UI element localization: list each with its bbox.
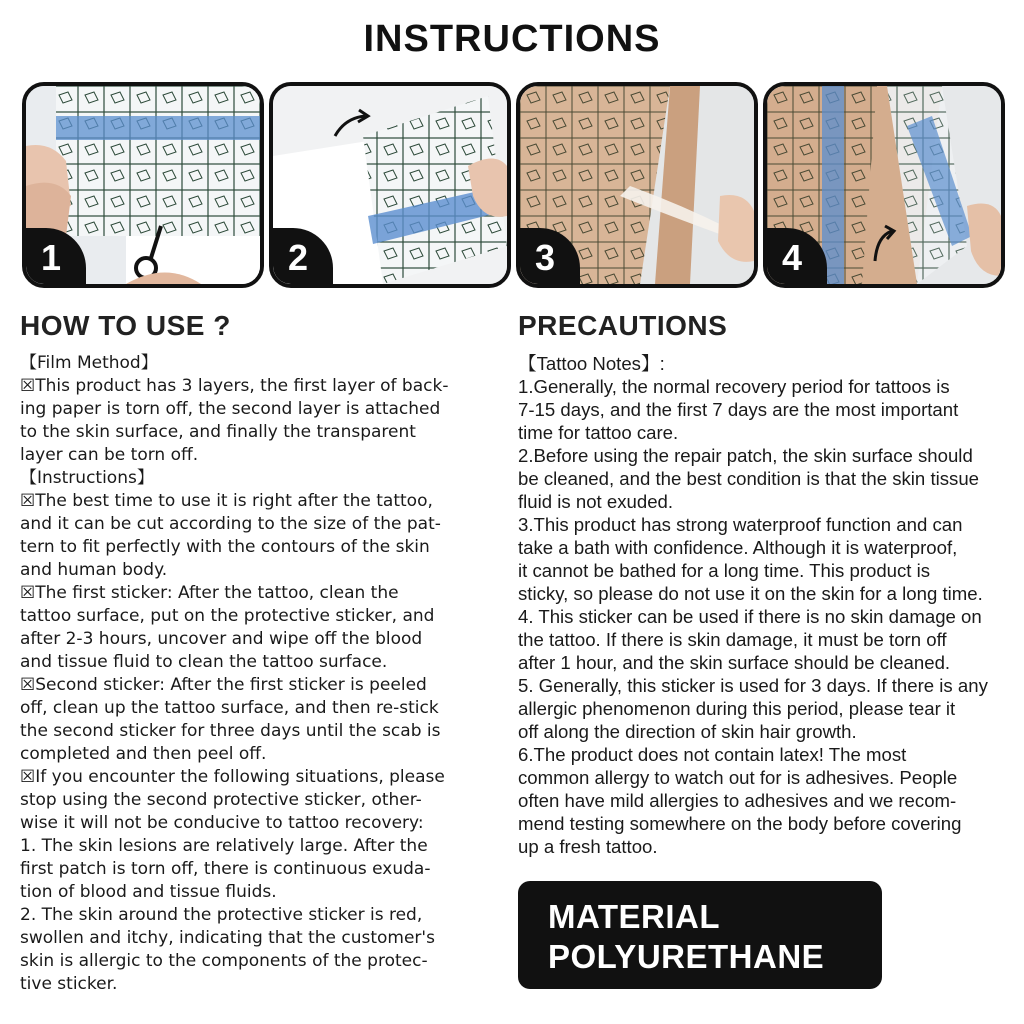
text-line: wise it will not be conducive to tattoo recovery: [20, 813, 424, 833]
text-line: 【Tattoo Notes】: [518, 353, 665, 374]
text-line: 【Instructions】 [20, 468, 154, 488]
step-number-badge: 2 [269, 228, 333, 288]
step-1-panel [22, 82, 264, 288]
material-box [518, 881, 882, 989]
text-line: off, clean up the tattoo surface, and then re-stick [20, 698, 439, 718]
text-line: tattoo surface, put on the protective sticker, and [20, 606, 435, 626]
text-line: 3.This product has strong waterproof function and can [518, 514, 963, 535]
text-line: completed and then peel off. [20, 744, 267, 764]
text-line: mend testing somewhere on the body before covering [518, 813, 962, 834]
text-line: ☒Second sticker: After the first sticker is peeled [20, 675, 427, 695]
page-title: INSTRUCTIONS [363, 18, 661, 60]
text-line: 4. This sticker can be used if there is no skin damage on [518, 606, 982, 627]
text-line: after 2-3 hours, uncover and wipe off the blood [20, 629, 423, 649]
text-line: and tissue fluid to clean the tattoo surface. [20, 652, 388, 672]
step-number-badge: 3 [516, 228, 580, 288]
text-line: up a fresh tattoo. [518, 836, 658, 857]
step-4-panel [763, 82, 1005, 288]
text-line: tern to fit perfectly with the contours of the skin [20, 537, 430, 557]
text-line: skin is allergic to the components of the protec- [20, 951, 428, 971]
text-line: the second sticker for three days until the scab is [20, 721, 441, 741]
text-line: take a bath with confidence. Although it is waterproof, [518, 537, 958, 558]
text-line: and human body. [20, 560, 168, 580]
text-line: swollen and itchy, indicating that the customer's [20, 928, 435, 948]
text-line: 1.Generally, the normal recovery period for tattoos is [518, 376, 950, 397]
text-line: be cleaned, and the best condition is that the skin tissue [518, 468, 980, 489]
text-line: 2. The skin around the protective sticker is red, [20, 905, 423, 925]
text-line: ☒This product has 3 layers, the first layer of back- [20, 376, 449, 396]
material-value: POLYURETHANE [548, 938, 825, 975]
text-line: to the skin surface, and finally the transparent [20, 422, 416, 442]
text-line: 7-15 days, and the first 7 days are the most important [518, 399, 959, 420]
text-line: sticky, so please do not use it on the skin for a long time. [518, 583, 983, 604]
text-line: allergic phenomenon during this period, please tear it [518, 698, 956, 719]
text-line: 6.The product does not contain latex! The most [518, 744, 907, 765]
text-line: ☒The first sticker: After the tattoo, clean the [20, 583, 399, 603]
text-line: ☒If you encounter the following situations, please [20, 767, 445, 787]
step-3-panel [516, 82, 758, 288]
text-line: ☒The best time to use it is right after the tattoo, [20, 491, 433, 511]
text-line: 1. The skin lesions are relatively large. After the [20, 836, 428, 856]
text-line: first patch is torn off, there is continuous exuda- [20, 859, 431, 879]
text-line: fluid is not exuded. [518, 491, 674, 512]
text-line: it cannot be bathed for a long time. This product is [518, 560, 931, 581]
step-number-badge: 4 [763, 228, 827, 288]
text-line: 【Film Method】 [20, 353, 158, 373]
text-line: 2.Before using the repair patch, the skin surface should [518, 445, 973, 466]
step-2-panel [269, 82, 511, 288]
material-label: MATERIAL [548, 898, 721, 935]
text-line: layer can be torn off. [20, 445, 199, 465]
text-line: tive sticker. [20, 974, 118, 994]
text-line: 5. Generally, this sticker is used for 3 days. If there is any [518, 675, 988, 696]
text-line: ing paper is torn off, the second layer is attached [20, 399, 441, 419]
text-line: stop using the second protective sticker, other- [20, 790, 422, 810]
precautions-heading: PRECAUTIONS [518, 310, 728, 341]
how-to-use-text [20, 352, 504, 996]
text-line: the tattoo. If there is skin damage, it must be torn off [518, 629, 947, 650]
text-line: time for tattoo care. [518, 422, 679, 443]
precautions-text [518, 352, 1008, 858]
how-to-use-heading: HOW TO USE ? [20, 310, 231, 341]
text-line: off along the direction of skin hair growth. [518, 721, 857, 742]
step-number-badge: 1 [22, 228, 86, 288]
text-line: common allergy to watch out for is adhesives. People [518, 767, 958, 788]
text-line: tion of blood and tissue fluids. [20, 882, 277, 902]
text-line: often have mild allergies to adhesives and we recom- [518, 790, 957, 811]
step-panels [22, 82, 1002, 284]
text-line: after 1 hour, and the skin surface should be cleaned. [518, 652, 951, 673]
text-line: and it can be cut according to the size of the pat- [20, 514, 441, 534]
